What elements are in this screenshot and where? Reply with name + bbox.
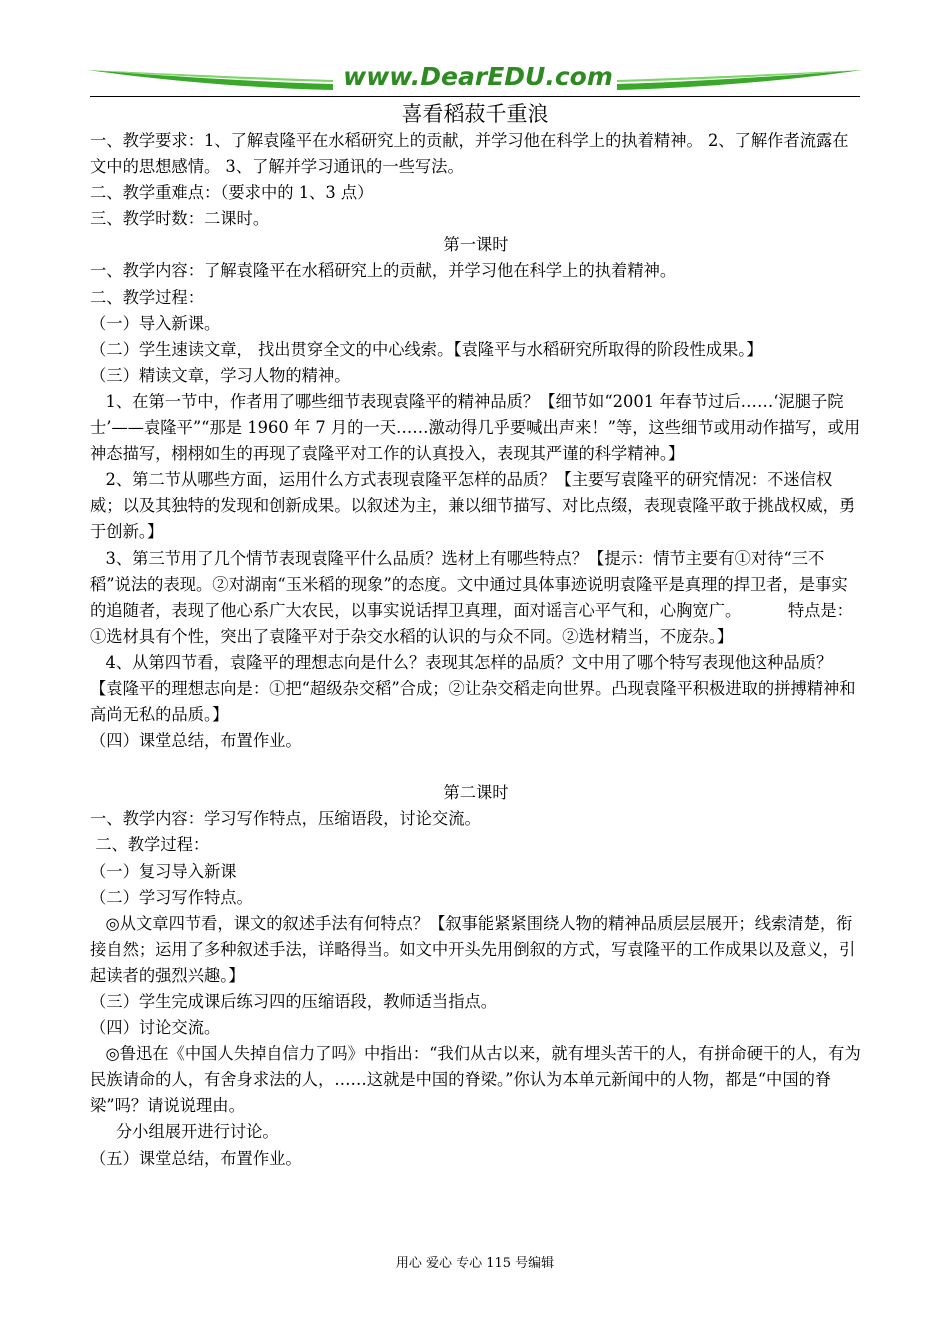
lesson2-line: （五）课堂总结，布置作业。 [90, 1148, 302, 1168]
lesson2-line: 一、教学内容：学习写作特点，压缩语段，讨论交流。 [90, 809, 481, 829]
lesson1-line: （一）导入新课。 [90, 313, 221, 333]
lesson2-line: （四）讨论交流。 [90, 1018, 221, 1038]
lesson2-heading: 第二课时 [443, 783, 509, 803]
key-points-line: 二、教学重难点：（要求中的 1、3 点） [90, 183, 374, 203]
lesson1-heading: 第一课时 [443, 235, 509, 255]
lesson1-line: （三）精读文章，学习人物的精神。 [90, 365, 351, 385]
document-title: 喜看稻菽千重浪 [401, 102, 549, 126]
document-body [90, 128, 862, 1172]
page-footer: 用心 爱心 专心 115 号编辑 [395, 1256, 555, 1271]
header-rule [90, 96, 860, 97]
hours-line: 三、教学时数：二课时。 [90, 209, 270, 229]
lesson2-question: ◎从文章四节看，课文的叙述手法有何特点？【叙事能紧紧围绕人物的精神品质层层展开；线索清楚，衔接自然；运用了多种叙述手法，详略得当。如文中开头先用倒叙的方式，写袁隆平的工作成果以及意义，引起读者的强烈兴趣。】 [90, 913, 856, 985]
lesson1-line: （四）课堂总结，布置作业。 [90, 731, 302, 751]
lesson2-line: 分小组展开进行讨论。 [90, 1122, 279, 1142]
lesson1-line: 一、教学内容：了解袁隆平在水稻研究上的贡献，并学习他在科学上的执着精神。 [90, 261, 677, 281]
lesson2-line: 二、教学过程： [90, 835, 210, 855]
lesson2-question: ◎鲁迅在《中国人失掉自信力了吗》中指出：“我们从古以来，就有埋头苦干的人，有拼命硬干的人，有为民族请命的人，有舍身求法的人，……这就是中国的脊梁。”你认为本单元新闻中的人物，都是“中国的脊梁”吗？请说说理由。 [90, 1044, 861, 1116]
site-logo-text: www.DearEDU.com [343, 62, 613, 91]
lesson1-question: 2、第二节从哪些方面，运用什么方式表现袁隆平怎样的品质？【主要写袁隆平的研究情况：不迷信权威；以及其独特的发现和创新成果。以叙述为主，兼以细节描写、对比点缀，表现袁隆平敢于挑战权威，勇于创新。】 [90, 470, 856, 542]
section-gap [90, 754, 862, 780]
lesson1-line: 二、教学过程： [90, 287, 204, 307]
lesson1-question: 3、第三节用了几个情节表现袁隆平什么品质？选材上有哪些特点？【提示：情节主要有①对待“三不稻”说法的表现。②对湖南“玉米稻的现象”的态度。文中通过具体事迹说明袁隆平是真理的捍卫者，是事实的追随者，表现了他心系广大农民，以事实说话捍卫真理，面对谣言心平气和，心胸宽广。 特点是：①选材具有个性，突出了袁隆平对于杂交水稻的认识的与众不同。②选材精当，不庞杂。】 [90, 548, 853, 646]
requirements-line: 一、教学要求：1、了解袁隆平在水稻研究上的贡献，并学习他在科学上的执着精神。 2、了解作者流露在文中的思想感情。 3、了解并学习通讯的一些写法。 [90, 131, 849, 177]
lesson1-question: 1、在第一节中，作者用了哪些细节表现袁隆平的精神品质？【细节如“2001 年春节过后……‘泥腿子院士’——袁隆平”“那是 1960 年 7 月的一天……激动得几乎要喊出声来！”等，这些细节或用动作描写，或用神态描写，栩栩如生的再现了袁隆平对工作的认真投入，表现其严谨的科学精神。】 [90, 391, 861, 464]
site-header-logo [88, 60, 862, 96]
lesson2-line: （三）学生完成课后练习四的压缩语段，教师适当指点。 [90, 992, 498, 1011]
lesson2-line: （二）学习写作特点。 [90, 887, 253, 907]
lesson1-line: （二）学生速读文章， 找出贯穿全文的中心线索。【袁隆平与水稻研究所取得的阶段性成果。】 [90, 339, 763, 359]
lesson1-question: 4、从第四节看，袁隆平的理想志向是什么？表现其怎样的品质？文中用了哪个特写表现他这种品质？【袁隆平的理想志向是：①把“超级杂交稻”合成；②让杂交稻走向世界。凸现袁隆平积极进取的拼搏精神和高尚无私的品质。】 [90, 652, 856, 725]
lesson2-line: （一）复习导入新课 [90, 861, 237, 881]
